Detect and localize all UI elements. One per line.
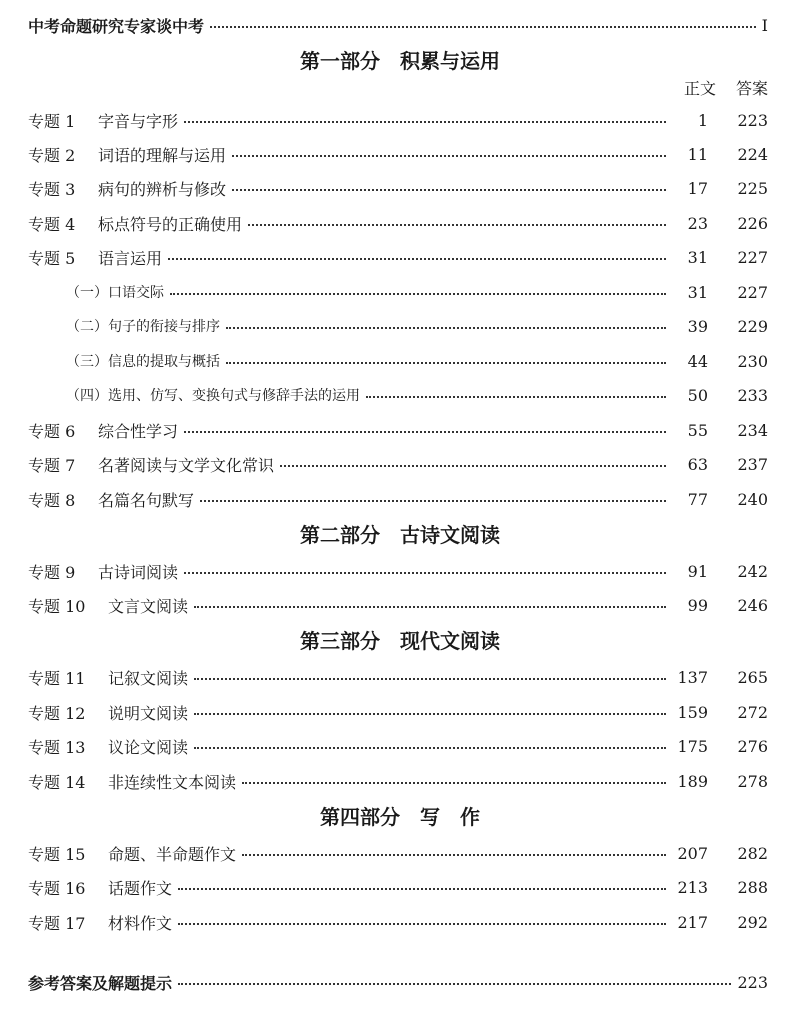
toc-entry-topic-15[interactable] [28,841,768,865]
dot-leader [232,155,666,157]
topic-title: 命题、半命题作文 [108,844,237,864]
subtopic-page-number: 50 [687,385,708,405]
toc-entry-topic-5[interactable] [28,245,768,269]
topic-answer-page: 240 [737,489,768,509]
topic-page-number: 31 [687,247,708,267]
dot-leader [194,747,666,749]
topic-title: 材料作文 [108,913,173,933]
topic-label: 专题 10 [28,596,86,616]
topic-answer-page: 227 [737,247,768,267]
topic-page-number: 77 [687,489,708,509]
preface-title: 中考命题研究专家谈中考 [28,16,205,36]
topic-label: 专题 1 [28,111,76,131]
topic-title: 非连续性文本阅读 [108,772,237,792]
topic-answer-page: 272 [737,702,768,722]
topic-page-number: 17 [687,178,708,198]
subtopic-title: （二）句子的衔接与排序 [66,319,220,335]
topic-answer-page: 282 [737,843,768,863]
toc-entry-topic-10[interactable] [28,593,768,617]
toc-entry-topic-8[interactable] [28,487,768,511]
topic-page-number: 55 [687,420,708,440]
topic-title: 古诗词阅读 [98,562,179,582]
dot-leader [170,293,666,295]
subtopic-page-number: 44 [687,351,708,371]
topic-title: 词语的理解与运用 [98,145,227,165]
topic-page-number: 189 [677,771,708,791]
topic-page-number: 137 [677,667,708,687]
subtopic-title: （三）信息的提取与概括 [66,354,220,370]
topic-page-number: 217 [677,912,708,932]
dot-leader [248,224,666,226]
column-header-answer: 答案 [735,79,768,98]
dot-leader [200,500,666,502]
topic-title: 病句的辨析与修改 [98,179,227,199]
toc-entry-topic-9[interactable] [28,559,768,583]
topic-page-number: 213 [677,877,708,897]
topic-label: 专题 16 [28,878,86,898]
subtopic-answer-page: 230 [737,351,768,371]
toc-entry-topic-12[interactable] [28,700,768,724]
topic-page-number: 99 [687,595,708,615]
topic-answer-page: 292 [737,912,768,932]
topic-label: 专题 5 [28,248,76,268]
part-heading-4: 第四部分 写 作 [320,805,480,829]
topic-label: 专题 14 [28,772,86,792]
topic-answer-page: 265 [737,667,768,687]
dot-leader [194,678,666,680]
topic-label: 专题 6 [28,421,76,441]
topic-title: 名著阅读与文学文化常识 [98,455,275,475]
part-heading-1: 第一部分 积累与运用 [300,49,500,73]
dot-leader [210,26,756,28]
topic-title: 语言运用 [98,248,163,268]
toc-entry-topic-14[interactable] [28,769,768,793]
topic-label: 专题 15 [28,844,86,864]
toc-entry-topic-2[interactable] [28,142,768,166]
topic-page-number: 63 [687,454,708,474]
topic-answer-page: 288 [737,877,768,897]
dot-leader [168,258,666,260]
topic-answer-page: 223 [737,110,768,130]
dot-leader [178,983,731,985]
toc-entry-answers[interactable] [28,970,768,994]
topic-page-number: 91 [687,561,708,581]
topic-answer-page: 224 [737,144,768,164]
dot-leader [184,431,666,433]
topic-label: 专题 2 [28,145,76,165]
dot-leader [242,782,666,784]
dot-leader [184,572,666,574]
dot-leader [178,888,666,890]
topic-answer-page: 246 [737,595,768,615]
toc-entry-topic-16[interactable] [28,875,768,899]
subtopic-answer-page: 233 [737,385,768,405]
topic-page-number: 159 [677,702,708,722]
subtopic-page-number: 39 [687,316,708,336]
topic-answer-page: 237 [737,454,768,474]
dot-leader [194,713,666,715]
topic-label: 专题 17 [28,913,86,933]
toc-entry-subtopic-4[interactable] [66,383,768,407]
toc-entry-topic-3[interactable] [28,176,768,200]
part-heading-3: 第三部分 现代文阅读 [300,629,500,653]
toc-entry-topic-17[interactable] [28,910,768,934]
topic-label: 专题 9 [28,562,76,582]
dot-leader [226,327,666,329]
topic-title: 说明文阅读 [108,703,189,723]
topic-page-number: 207 [677,843,708,863]
dot-leader [178,923,666,925]
topic-answer-page: 234 [737,420,768,440]
answers-page-number: 223 [737,972,768,992]
topic-answer-page: 242 [737,561,768,581]
toc-entry-subtopic-1[interactable] [66,280,768,304]
dot-leader [280,465,666,467]
column-header-body: 正文 [683,79,716,98]
toc-entry-topic-1[interactable] [28,108,768,132]
subtopic-answer-page: 229 [737,316,768,336]
topic-answer-page: 276 [737,736,768,756]
toc-entry-topic-7[interactable] [28,452,768,476]
topic-label: 专题 11 [28,668,86,688]
dot-leader [242,854,666,856]
dot-leader [194,606,666,608]
subtopic-title: （一）口语交际 [66,285,164,301]
toc-entry-topic-4[interactable] [28,211,768,235]
topic-page-number: 23 [687,213,708,233]
column-headers [684,76,768,99]
topic-page-number: 11 [687,144,708,164]
topic-label: 专题 13 [28,737,86,757]
topic-label: 专题 12 [28,703,86,723]
toc-entry-topic-13[interactable] [28,734,768,758]
topic-title: 记叙文阅读 [108,668,189,688]
toc-entry-preface[interactable] [28,13,768,37]
topic-page-number: 1 [697,110,708,130]
topic-title: 标点符号的正确使用 [98,214,243,234]
subtopic-page-number: 31 [687,282,708,302]
subtopic-title: （四）选用、仿写、变换句式与修辞手法的运用 [66,388,360,404]
toc-entry-topic-11[interactable] [28,665,768,689]
topic-label: 专题 7 [28,455,76,475]
topic-answer-page: 226 [737,213,768,233]
topic-answer-page: 278 [737,771,768,791]
topic-title: 字音与字形 [98,111,179,131]
topic-title: 话题作文 [108,878,173,898]
dot-leader [226,362,666,364]
answers-title: 参考答案及解题提示 [28,973,173,993]
dot-leader [366,396,666,398]
topic-label: 专题 8 [28,490,76,510]
topic-label: 专题 4 [28,214,76,234]
topic-title: 综合性学习 [98,421,179,441]
preface-page-number: I [761,15,768,35]
dot-leader [232,189,666,191]
toc-entry-subtopic-2[interactable] [66,314,768,338]
toc-entry-topic-6[interactable] [28,418,768,442]
topic-label: 专题 3 [28,179,76,199]
toc-entry-subtopic-3[interactable] [66,349,768,373]
subtopic-answer-page: 227 [737,282,768,302]
dot-leader [184,121,666,123]
topic-page-number: 175 [677,736,708,756]
topic-title: 名篇名句默写 [98,490,195,510]
topic-title: 文言文阅读 [108,596,189,616]
part-heading-2: 第二部分 古诗文阅读 [300,523,500,547]
topic-title: 议论文阅读 [108,737,189,757]
topic-answer-page: 225 [737,178,768,198]
